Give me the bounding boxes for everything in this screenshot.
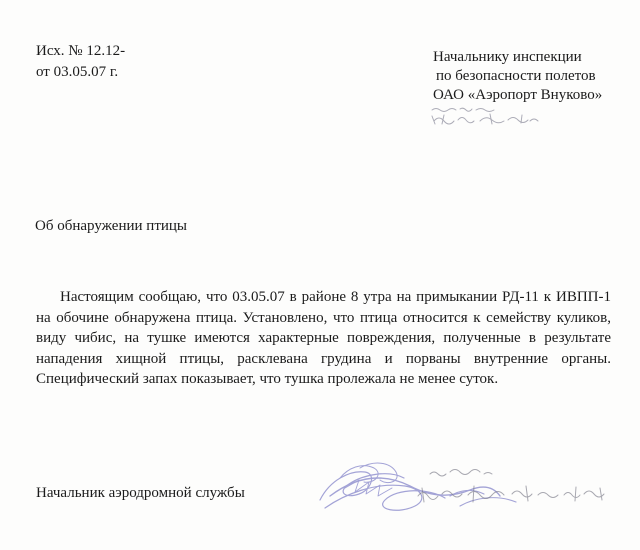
handwritten-signature — [300, 438, 630, 538]
body-paragraph: Настоящим сообщаю, что 03.05.07 в районе 8 утра на примыкании РД-11 к ИВПП-1 на обочине обнаружена птица. Установлено, что птица относится к семейству куликов, виду чибис, на тушке имеются характерные повреждения, полученные в результате нападения хищной птицы, расклевана грудина и порваны внутренние органы. Специфический запах показывает, что тушка пролежала не менее суток. — [36, 289, 611, 387]
outgoing-number: Исх. № 12.12- — [36, 43, 126, 59]
signature-title: Начальник аэродромной службы — [36, 485, 245, 501]
outgoing-date: от 03.05.07 г. — [36, 64, 119, 80]
faded-handwritten-note — [430, 104, 550, 130]
addressee-line-1: Начальнику инспекции — [433, 49, 582, 65]
addressee-line-2: по безопасности полетов — [436, 68, 596, 84]
subject-line: Об обнаружении птицы — [35, 218, 188, 234]
addressee-line-3: ОАО «Аэропорт Внуково» — [433, 87, 603, 103]
